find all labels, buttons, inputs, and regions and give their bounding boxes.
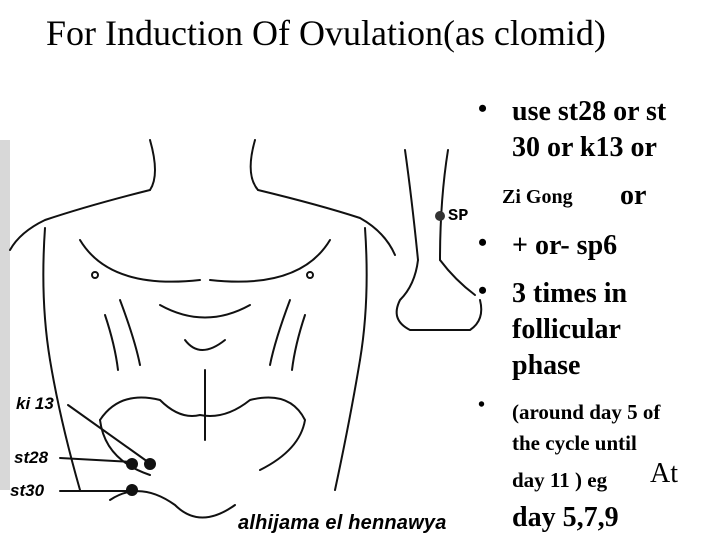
bullet-dot-icon: • xyxy=(478,94,488,123)
image-credit: alhijama el hennawya xyxy=(238,512,447,534)
label-ki13: ki 13 xyxy=(16,394,54,413)
bullet-3-line-3: phase xyxy=(512,350,581,381)
bullet-dot-icon: • xyxy=(478,394,486,416)
bullet-4-line-3b: At xyxy=(650,458,678,489)
bullet-4-line-2: the cycle until xyxy=(512,431,637,455)
bullet-1-line-2: 30 or k13 or xyxy=(512,132,657,163)
slide-title: For Induction Of Ovulation(as clomid) xyxy=(46,13,606,53)
zigong-label: Zi Gong xyxy=(502,186,573,208)
label-st28: st28 xyxy=(14,448,49,467)
label-st30: st30 xyxy=(10,481,45,500)
bullet-3-line-1: 3 times in xyxy=(512,278,628,309)
bullet-3-line-2: follicular xyxy=(512,314,621,345)
bullet-2: + or- sp6 xyxy=(512,230,618,261)
label-sp: SP xyxy=(448,207,469,226)
zigong-or: or xyxy=(620,180,647,211)
bullet-dot-icon: • xyxy=(478,276,488,305)
bullet-4-line-3a: day 11 ) eg xyxy=(512,468,608,492)
bullet-4-line-1: (around day 5 of xyxy=(512,400,661,424)
bullet-1-line-1: use st28 or st xyxy=(512,96,667,127)
bullet-dot-icon: • xyxy=(478,228,488,257)
bullet-4-line-4: day 5,7,9 xyxy=(512,502,619,533)
